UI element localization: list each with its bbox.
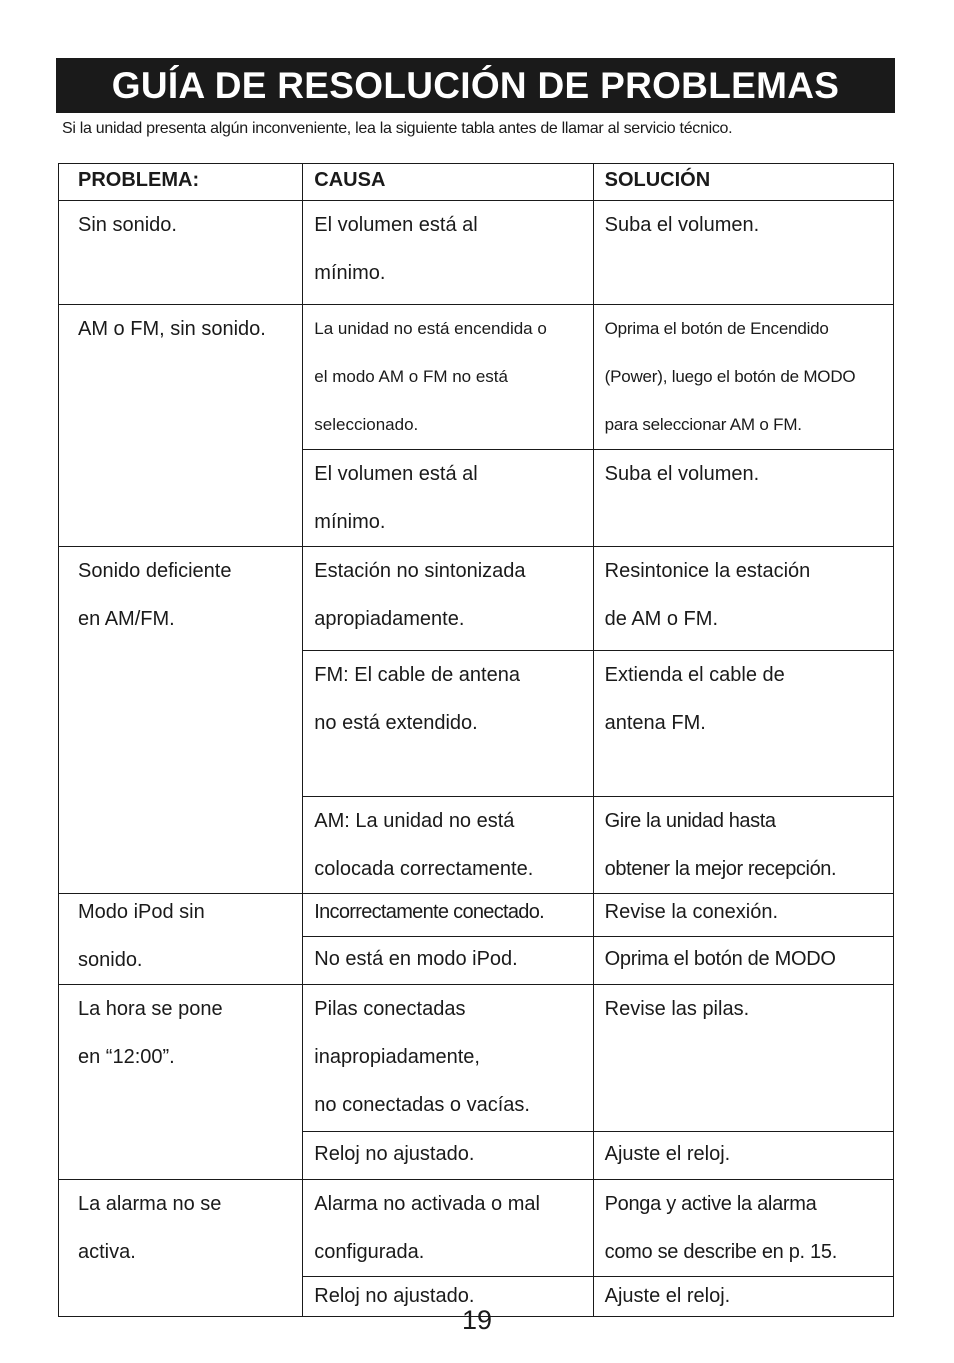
solution-text: Extienda el cable de xyxy=(604,664,785,686)
problem-text: en “12:00”. xyxy=(78,1046,175,1068)
cause-text: colocada correctamente. xyxy=(314,858,534,880)
cause-cell xyxy=(303,937,593,985)
solution-cell xyxy=(593,985,893,1132)
cause-text: mínimo. xyxy=(314,262,386,284)
cause-text: La unidad no está encendida o xyxy=(314,319,547,338)
problem-cell xyxy=(59,1180,303,1317)
solution-text: (Power), luego el botón de MODO xyxy=(604,367,856,386)
cause-text: no conectadas o vacías. xyxy=(314,1094,530,1116)
cause-text: El volumen está al xyxy=(314,214,478,236)
header-cause-label: CAUSA xyxy=(314,169,386,191)
solution-text: antena FM. xyxy=(604,712,706,734)
solution-cell xyxy=(593,894,893,937)
solution-cell xyxy=(593,937,893,985)
problem-cell xyxy=(59,305,303,547)
cause-text: Incorrectamente conectado. xyxy=(314,901,545,923)
problem-text: en AM/FM. xyxy=(78,608,175,630)
cause-cell xyxy=(303,450,593,547)
solution-text: Ponga y active la alarma xyxy=(604,1193,817,1215)
troubleshooting-table xyxy=(58,163,894,1317)
problem-text: Modo iPod sin xyxy=(78,901,205,923)
cause-text: Reloj no ajustado. xyxy=(314,1285,475,1307)
problem-cell xyxy=(59,894,303,985)
solution-cell xyxy=(593,1132,893,1180)
problem-cell xyxy=(59,201,303,305)
cause-text: inapropiadamente, xyxy=(314,1046,480,1068)
problem-cell xyxy=(59,547,303,894)
solution-text: Oprima el botón de MODO xyxy=(604,948,836,970)
cause-text: no está extendido. xyxy=(314,712,478,734)
solution-text: Gire la unidad hasta xyxy=(604,810,776,832)
cause-text: configurada. xyxy=(314,1241,425,1263)
table-row xyxy=(59,305,894,450)
cause-cell xyxy=(303,985,593,1132)
cause-cell xyxy=(303,1132,593,1180)
page-number: 19 xyxy=(461,1305,493,1335)
table-row xyxy=(59,201,894,305)
cause-cell xyxy=(303,651,593,797)
solution-cell xyxy=(593,547,893,651)
cause-text: Alarma no activada o mal xyxy=(314,1193,540,1215)
solution-text: para seleccionar AM o FM. xyxy=(604,415,802,434)
solution-text: Suba el volumen. xyxy=(604,214,760,236)
solution-text: Revise las pilas. xyxy=(604,998,750,1020)
cause-text: Estación no sintonizada xyxy=(314,560,526,582)
solution-text: Suba el volumen. xyxy=(604,463,760,485)
problem-text: Sin sonido. xyxy=(78,214,177,236)
solution-cell xyxy=(593,797,893,894)
table-row xyxy=(59,985,894,1132)
solution-text: Resintonice la estación xyxy=(604,560,811,582)
intro-text: Si la unidad presenta algún inconveniente, lea la siguiente tabla antes de llamar al servicio técnico. xyxy=(62,120,733,137)
cause-text: mínimo. xyxy=(314,511,386,533)
cause-text: seleccionado. xyxy=(314,415,419,434)
table-row xyxy=(59,547,894,651)
solution-text: Oprima el botón de Encendido xyxy=(604,319,829,338)
solution-cell xyxy=(593,201,893,305)
solution-text: Revise la conexión. xyxy=(604,901,779,923)
cause-cell xyxy=(303,894,593,937)
cause-cell xyxy=(303,1180,593,1277)
cause-cell xyxy=(303,797,593,894)
cause-cell xyxy=(303,305,593,450)
solution-cell xyxy=(593,305,893,450)
header-problem xyxy=(59,164,303,201)
problem-text: Sonido deficiente xyxy=(78,560,232,582)
solution-text: Ajuste el reloj. xyxy=(604,1143,731,1165)
header-solution xyxy=(593,164,893,201)
problem-cell xyxy=(59,985,303,1180)
page-title: GUÍA DE RESOLUCIÓN DE PROBLEMAS xyxy=(56,58,895,113)
problem-text: activa. xyxy=(78,1241,136,1263)
table-header-row xyxy=(59,164,894,201)
solution-cell xyxy=(593,651,893,797)
table-row xyxy=(59,1180,894,1277)
problem-text: La hora se pone xyxy=(78,998,223,1020)
problem-text: AM o FM, sin sonido. xyxy=(78,318,266,340)
header-problem-label: PROBLEMA: xyxy=(78,169,200,191)
cause-text: el modo AM o FM no está xyxy=(314,367,508,386)
solution-cell xyxy=(593,1180,893,1277)
solution-text: Ajuste el reloj. xyxy=(604,1285,731,1307)
header-solution-label: SOLUCIÓN xyxy=(604,169,711,191)
solution-text: de AM o FM. xyxy=(604,608,718,630)
problem-text: La alarma no se xyxy=(78,1193,222,1215)
table-row xyxy=(59,894,894,937)
cause-cell xyxy=(303,547,593,651)
cause-text: No está en modo iPod. xyxy=(314,948,518,970)
cause-text: Reloj no ajustado. xyxy=(314,1143,475,1165)
header-cause xyxy=(303,164,593,201)
cause-text: FM: El cable de antena xyxy=(314,664,520,686)
solution-cell xyxy=(593,450,893,547)
solution-text: obtener la mejor recepción. xyxy=(604,858,837,880)
cause-text: El volumen está al xyxy=(314,463,478,485)
problem-text: sonido. xyxy=(78,949,143,971)
cause-text: Pilas conectadas xyxy=(314,998,466,1020)
cause-cell xyxy=(303,201,593,305)
solution-text: como se describe en p. 15. xyxy=(604,1241,837,1263)
cause-text: apropiadamente. xyxy=(314,608,465,630)
cause-text: AM: La unidad no está xyxy=(314,810,515,832)
